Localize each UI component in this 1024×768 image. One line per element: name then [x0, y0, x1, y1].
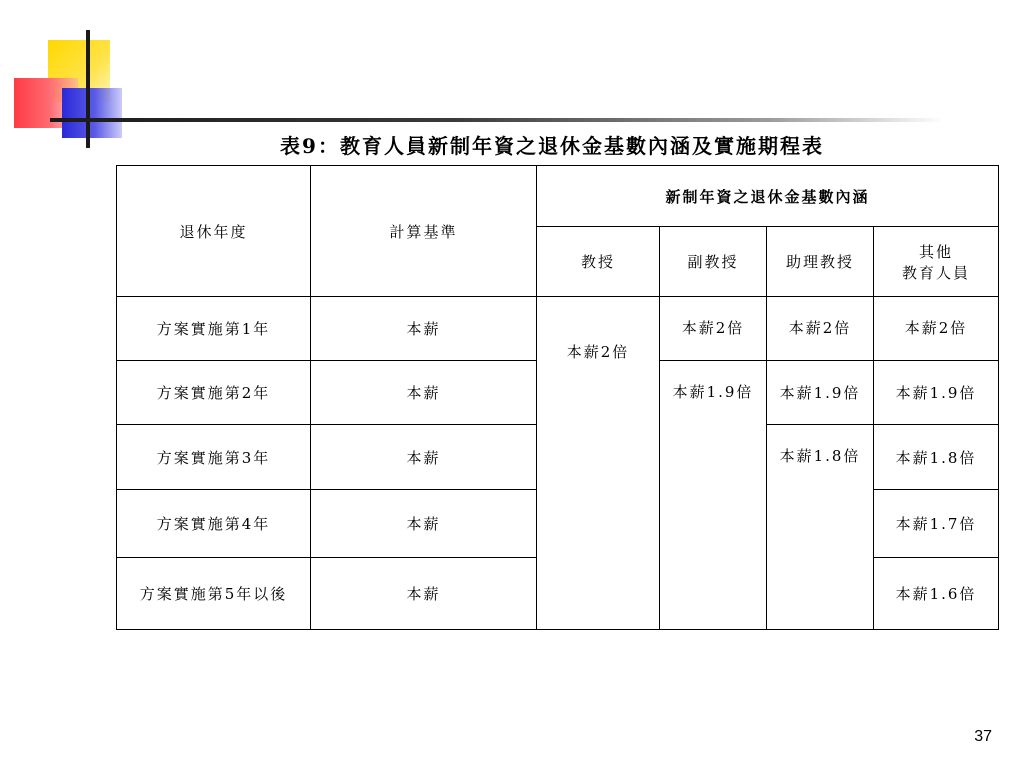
cell-basis: 本薪: [311, 490, 537, 558]
header-row-1: [117, 166, 999, 227]
cell-professor: 本薪2倍: [537, 297, 660, 630]
cell-assistant: 本薪2倍: [767, 297, 874, 361]
header-basis: 計算基準: [311, 166, 537, 297]
cell-other: 本薪2倍: [874, 297, 999, 361]
header-professor: 教授: [537, 227, 660, 297]
cell-basis: 本薪: [311, 425, 537, 490]
cell-basis: 本薪: [311, 297, 537, 361]
cell-year: 方案實施第4年: [117, 490, 311, 558]
title-underline-rule: [50, 118, 945, 122]
retirement-table: [116, 165, 999, 630]
cell-year: 方案實施第3年: [117, 425, 311, 490]
cell-year: 方案實施第2年: [117, 361, 311, 425]
cell-other: 本薪1.6倍: [874, 558, 999, 630]
cell-basis: 本薪: [311, 558, 537, 630]
header-other-staff: [874, 227, 999, 297]
cell-other: 本薪1.8倍: [874, 425, 999, 490]
table-row: [117, 297, 999, 361]
cell-assistant: 本薪1.9倍: [767, 361, 874, 425]
header-year: 退休年度: [117, 166, 311, 297]
header-other-line1: 其他: [919, 242, 954, 261]
cell-year: 方案實施第1年: [117, 297, 311, 361]
header-other-line2: 教育人員: [902, 263, 971, 282]
cell-associate: 本薪1.9倍: [660, 361, 767, 630]
header-associate-professor: 副教授: [660, 227, 767, 297]
page-number: 37: [974, 728, 992, 745]
cell-other: 本薪1.9倍: [874, 361, 999, 425]
cell-assistant: 本薪1.8倍: [767, 425, 874, 630]
cell-year: 方案實施第5年以後: [117, 558, 311, 630]
header-assistant-professor: 助理教授: [767, 227, 874, 297]
cell-other: 本薪1.7倍: [874, 490, 999, 558]
cell-basis: 本薪: [311, 361, 537, 425]
header-group: 新制年資之退休金基數內涵: [537, 166, 999, 227]
cell-associate: 本薪2倍: [660, 297, 767, 361]
slide-title: 表9：教育人員新制年資之退休金基數內涵及實施期程表: [280, 134, 824, 158]
